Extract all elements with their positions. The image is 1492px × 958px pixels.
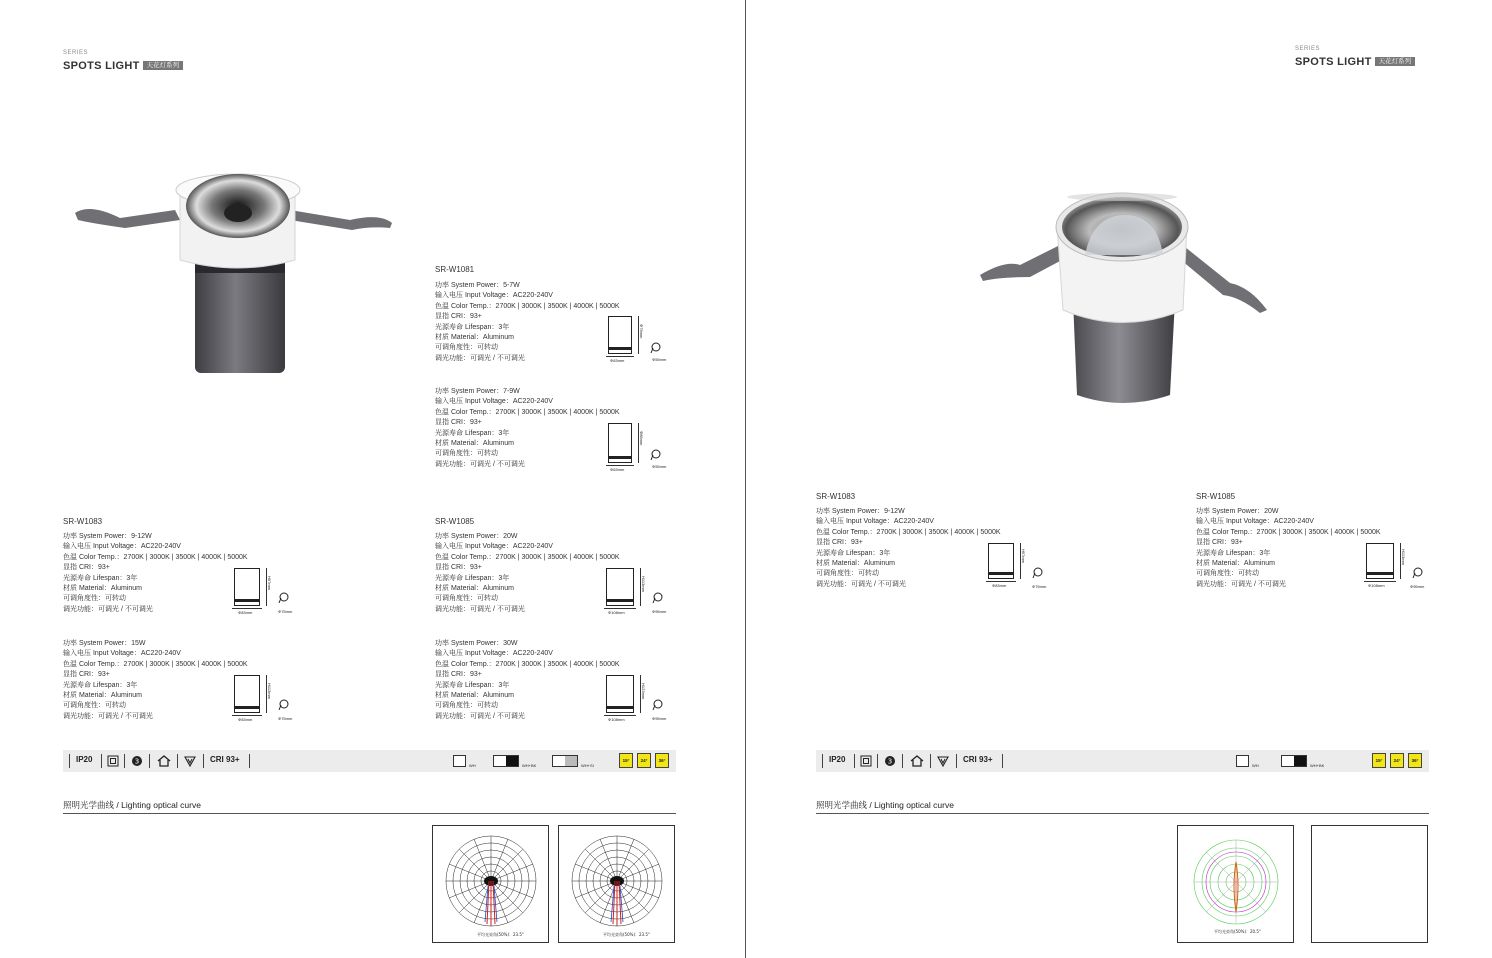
spec-material: 材质 Material：Aluminum [435,585,514,593]
spec-lifespan: 光源寿命 Lifespan：3年 [435,429,510,437]
spec-power: 功率 System Power：5-7W [435,282,520,289]
swatch-label-wh-bk: WH+BK [1310,763,1325,768]
spec-block-sr-w1085-b [435,639,620,722]
width-label: Φ83mm [992,583,1007,588]
width-label: Φ63mm [610,467,625,472]
width-label: Φ83mm [238,717,253,722]
optical-curve-title: 照明光学曲线 / Lighting optical curve [63,800,201,810]
ip-rating: IP20 [76,755,93,764]
cutout-label: Φ75mm [278,716,293,721]
spec-block-sr-w1081-b [435,387,620,470]
optical-curve-title: 照明光学曲线 / Lighting optical curve [816,800,954,810]
spec-color-temp: 色温 Color Temp.：2700K | 3000K | 3500K | 4000K | 5000K [816,528,1001,536]
product-photo-sr-w1083 [975,185,1275,415]
cutout-icon [1032,567,1044,579]
page-divider [745,0,746,958]
spec-adjustable: 可调角度性：可转动 [1196,570,1259,578]
spec-lifespan: 光源寿命 Lifespan：3年 [1196,549,1271,557]
color-swatch-wh [1236,755,1249,767]
feature-icon-bar [63,750,676,772]
dimming-icon [884,755,896,767]
cutout-label: Φ75mm [278,609,293,614]
cutout-label: Φ95mm [652,609,667,614]
spec-power: 功率 System Power：20W [435,533,518,540]
spec-adjustable: 可调角度性：可转动 [63,595,126,603]
width-label: Φ83mm [238,610,253,615]
beam-angle-badge: 36° [655,753,669,768]
cri-rating: CRI 93+ [210,755,240,764]
spec-cri: 显指 CRI：93+ [816,539,863,547]
beam-angle-badge: 15° [619,753,633,768]
spec-power: 功率 System Power：15W [63,640,146,647]
cutout-icon [652,592,664,604]
spec-adjustable: 可调角度性：可转动 [63,702,126,710]
height-label: H113mm [641,576,646,592]
spec-cri: 显指 CRI：93+ [435,419,482,427]
square-frame-icon [860,755,872,767]
product-photo-sr-w1081 [70,168,400,388]
spec-power: 功率 System Power：30W [435,640,518,647]
beam-angle-badge: 24° [637,753,651,768]
series-title: SPOTS LIGHT [63,60,140,72]
spec-block-sr-w1085 [1196,507,1381,590]
spec-material: 材质 Material：Aluminum [435,334,514,342]
ip-rating: IP20 [829,755,846,764]
home-icon [909,755,925,767]
spec-adjustable: 可调角度性：可转动 [435,702,498,710]
spec-block-sr-w1083-b [63,639,248,722]
cutout-icon [1412,567,1424,579]
model-sr-w1083: SR-W1083 [816,492,856,501]
spec-lifespan: 光源寿命 Lifespan：3年 [435,681,510,689]
swatch-label-wh-si: WH+SI [581,763,594,768]
polar-curve-panel [432,825,549,943]
spec-adjustable: 可调角度性：可转动 [435,450,498,458]
series-header-right [1295,46,1415,70]
beam-angle-badge: 36° [1408,753,1422,768]
series-small-label: SERIES [1295,46,1321,52]
spec-lifespan: 光源寿命 Lifespan：3年 [63,681,138,689]
polar-curve-panel [558,825,675,943]
model-sr-w1081: SR-W1081 [435,265,475,274]
spec-dimming: 调光功能：可调光 / 不可调光 [435,712,525,720]
height-label: H123mm [641,683,646,700]
cutout-label: Φ95mm [652,716,667,721]
polar-footer: 平均光束角(50%)：23.5° [603,932,650,937]
spec-color-temp: 色温 Color Temp.：2700K | 3000K | 3500K | 4000K | 5000K [435,660,620,668]
swatch-label-wh: WH [1252,763,1259,768]
polar-curve-diagram [1178,826,1293,942]
cutout-icon [278,592,290,604]
cri-rating: CRI 93+ [963,755,993,764]
height-label: H97mm [267,576,272,591]
spec-dimming: 调光功能：可调光 / 不可调光 [63,712,153,720]
swatch-label-wh: WH [469,763,476,768]
empty-curve-panel [1311,825,1428,943]
spec-adjustable: 可调角度性：可转动 [435,344,498,352]
width-label: Φ63mm [610,358,625,363]
spec-voltage: 输入电压 Input Voltage：AC220-240V [816,518,934,526]
spec-color-temp: 色温 Color Temp.：2700K | 3000K | 3500K | 4000K | 5000K [1196,528,1381,536]
driver-icon [184,755,196,767]
cutout-label: Φ55mm [652,357,667,362]
square-frame-icon [107,755,119,767]
spec-cri: 显指 CRI：93+ [1196,539,1243,547]
color-swatch-wh-si [552,755,578,767]
polar-footer: 平均光束角(50%)：23.5° [477,932,524,937]
width-label: Φ108mm [1368,583,1385,588]
spec-material: 材质 Material：Aluminum [63,692,142,700]
spec-voltage: 输入电压 Input Voltage：AC220-240V [435,398,553,406]
spec-lifespan: 光源寿命 Lifespan：3年 [63,574,138,582]
color-swatch-wh-bk [1281,755,1307,767]
height-label: H113mm [267,683,272,699]
polar-curve-panel [1177,825,1294,943]
model-sr-w1083: SR-W1083 [63,517,103,526]
model-sr-w1085: SR-W1085 [1196,492,1236,501]
svg-text:3: 3 [134,757,140,766]
section-rule [816,813,1429,814]
cutout-label: Φ55mm [652,464,667,469]
beam-angle-badge: 24° [1390,753,1404,768]
spec-voltage: 输入电压 Input Voltage：AC220-240V [435,650,553,658]
color-swatch-wh [453,755,466,767]
spec-lifespan: 光源寿命 Lifespan：3年 [816,549,891,557]
spec-voltage: 输入电压 Input Voltage：AC220-240V [435,543,553,551]
home-icon [156,755,172,767]
spec-power: 功率 System Power：9-12W [816,508,905,515]
cutout-label: Φ75mm [1032,584,1047,589]
spec-cri: 显指 CRI：93+ [435,313,482,321]
width-label: Φ108mm [608,610,625,615]
spec-block-sr-w1081-a [435,281,620,364]
width-label: Φ108mm [608,717,625,722]
svg-text:3: 3 [887,757,893,766]
spec-voltage: 输入电压 Input Voltage：AC220-240V [1196,518,1314,526]
cutout-icon [652,699,664,711]
dimming-icon [131,755,143,767]
model-sr-w1085: SR-W1085 [435,517,475,526]
series-title: SPOTS LIGHT [1295,56,1372,68]
driver-icon [937,755,949,767]
spec-adjustable: 可调角度性：可转动 [816,570,879,578]
spec-cri: 显指 CRI：93+ [435,671,482,679]
series-tag: 天花灯系列 [143,61,184,70]
height-label: H97mm [1021,549,1026,564]
spec-material: 材质 Material：Aluminum [816,560,895,568]
spec-voltage: 输入电压 Input Voltage：AC220-240V [435,292,553,300]
spec-dimming: 调光功能：可调光 / 不可调光 [435,354,525,362]
height-label: Φ75mm [639,324,644,339]
spec-dimming: 调光功能：可调光 / 不可调光 [435,605,525,613]
spec-material: 材质 Material：Aluminum [435,440,514,448]
spec-color-temp: 色温 Color Temp.：2700K | 3000K | 3500K | 4000K | 5000K [63,553,248,561]
spec-block-sr-w1085-a [435,532,620,615]
cutout-label: Φ95mm [1410,584,1425,589]
spec-material: 材质 Material：Aluminum [435,692,514,700]
cutout-icon [278,699,290,711]
spec-adjustable: 可调角度性：可转动 [435,595,498,603]
spec-lifespan: 光源寿命 Lifespan：3年 [435,574,510,582]
series-header-left [63,50,183,74]
spec-block-sr-w1083 [816,507,1001,590]
spec-block-sr-w1083-a [63,532,248,615]
feature-icon-bar [816,750,1429,772]
spec-cri: 显指 CRI：93+ [63,564,110,572]
color-swatch-wh-bk [493,755,519,767]
spec-power: 功率 System Power：20W [1196,508,1279,515]
beam-angle-badge: 15° [1372,753,1386,768]
section-rule [63,813,676,814]
spec-color-temp: 色温 Color Temp.：2700K | 3000K | 3500K | 4000K | 5000K [435,553,620,561]
spec-power: 功率 System Power：7-9W [435,388,520,395]
polar-curve-diagram [559,826,674,942]
spec-material: 材质 Material：Aluminum [1196,560,1275,568]
series-tag: 天花灯系列 [1375,57,1416,66]
spec-cri: 显指 CRI：93+ [63,671,110,679]
spec-dimming: 调光功能：可调光 / 不可调光 [816,580,906,588]
spec-lifespan: 光源寿命 Lifespan：3年 [435,323,510,331]
spec-cri: 显指 CRI：93+ [435,564,482,572]
spec-color-temp: 色温 Color Temp.：2700K | 3000K | 3500K | 4000K | 5000K [435,302,620,310]
spec-dimming: 调光功能：可调光 / 不可调光 [63,605,153,613]
spec-color-temp: 色温 Color Temp.：2700K | 3000K | 3500K | 4000K | 5000K [435,408,620,416]
height-label: Φ85mm [639,431,644,446]
series-small-label: SERIES [63,50,89,56]
cutout-icon [650,342,662,354]
cutout-icon [650,449,662,461]
polar-footer: 平均光束角(50%)：20.5° [1214,929,1261,934]
spec-material: 材质 Material：Aluminum [63,585,142,593]
spec-voltage: 输入电压 Input Voltage：AC220-240V [63,650,181,658]
spec-dimming: 调光功能：可调光 / 不可调光 [1196,580,1286,588]
height-label: H113mm [1401,549,1406,565]
spec-dimming: 调光功能：可调光 / 不可调光 [435,460,525,468]
spec-power: 功率 System Power：9-12W [63,533,152,540]
polar-curve-diagram [433,826,548,942]
spec-color-temp: 色温 Color Temp.：2700K | 3000K | 3500K | 4000K | 5000K [63,660,248,668]
spec-voltage: 输入电压 Input Voltage：AC220-240V [63,543,181,551]
swatch-label-wh-bk: WH+BK [522,763,537,768]
